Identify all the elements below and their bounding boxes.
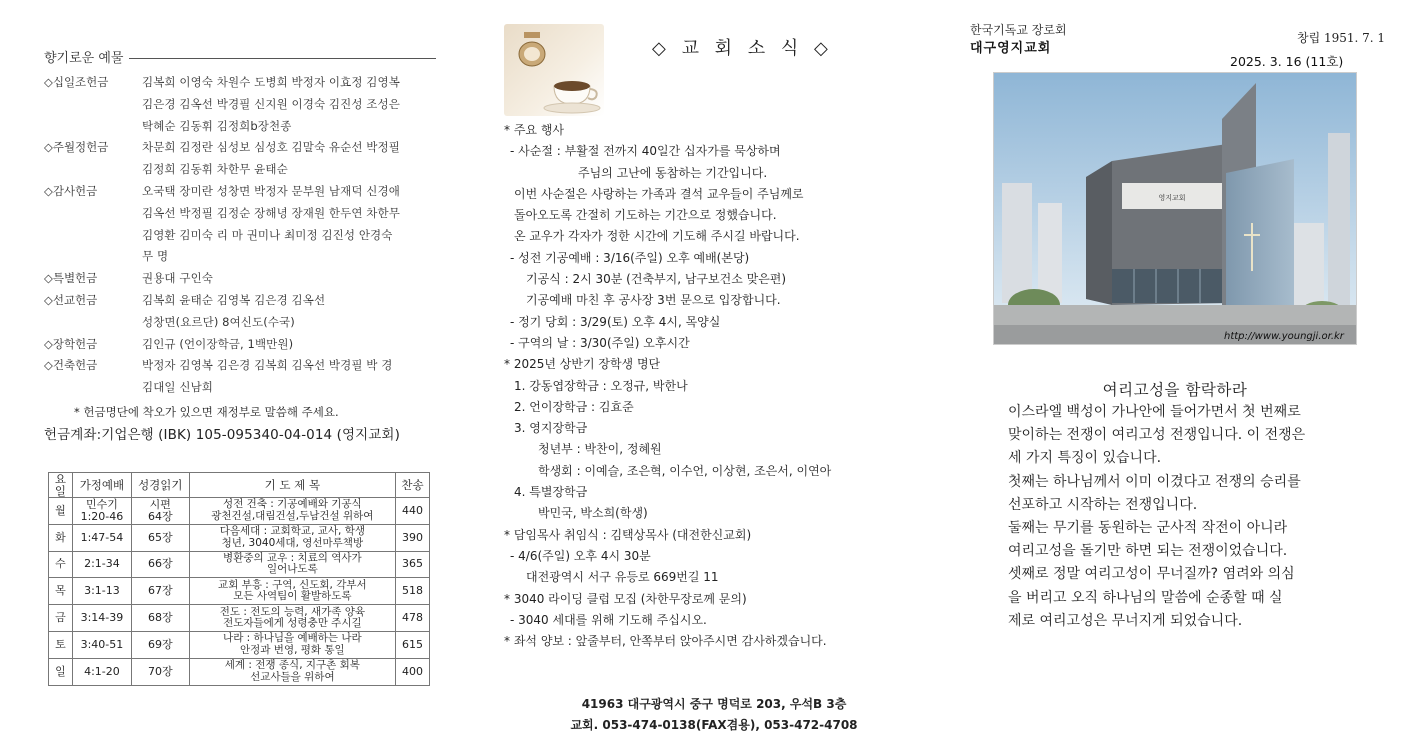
offering-row <box>44 72 436 94</box>
table-header-row <box>49 473 430 498</box>
church-news-body <box>504 120 924 652</box>
prayer-topic-cell <box>189 631 395 658</box>
article-line: 제로 여리고성은 무너지게 되었습니다. <box>1008 612 1243 629</box>
table-body <box>49 498 430 686</box>
bible-reading-cell-line: 시편 <box>149 497 171 511</box>
offering-category: ◇선교헌금 <box>44 292 98 307</box>
offering-names: 무 명 <box>142 249 169 264</box>
address-line-1: 41963 대구광역시 중구 명덕로 203, 우석B 3층 <box>581 697 847 711</box>
bible-reading-cell <box>131 551 189 578</box>
building-sign: 영지교회 <box>1158 194 1186 202</box>
hymn-cell: 518 <box>396 578 430 605</box>
news-line: 4. 특별장학금 <box>514 485 588 500</box>
article-line: 맞이하는 전쟁이 여리고성 전쟁입니다. 이 전쟁은 <box>1008 427 1306 444</box>
news-line: * 주요 행사 <box>504 123 564 137</box>
offering-names: 김은경 김옥선 박경필 신지원 이경숙 김진성 조성은 <box>142 96 400 111</box>
article-line: 첫째는 하나님께서 이미 이겼다고 전쟁의 승리를 <box>1008 473 1301 490</box>
offering-row <box>44 377 436 399</box>
offering-category: ◇십일조헌금 <box>44 75 109 89</box>
prayer-topic-cell-line: 모든 사역팀이 활발하도록 <box>233 590 352 603</box>
prayer-topic-cell-line: 세계 : 전쟁 종식, 지구촌 회복 <box>224 659 360 672</box>
offering-row <box>44 334 436 356</box>
day-cell: 토 <box>49 631 73 658</box>
offering-names: 김옥선 박정필 김정순 장해녕 장재원 한두연 차한무 <box>142 205 400 220</box>
offering-names: 김인규 (언이장학금, 1백만원) <box>142 336 294 351</box>
prayer-topic-cell-line: 나라 : 하나님을 예배하는 나라 <box>223 632 362 645</box>
offering-row <box>44 246 436 268</box>
prayer-topic-cell-line: 성전 건축 : 기공예배와 기공식 <box>223 498 362 511</box>
offering-names: 탁혜순 김동휘 김정희b장천종 <box>142 118 292 133</box>
bible-reading-cell-line: 70장 <box>147 664 173 678</box>
offering-account: 헌금계좌:기업은행 (IBK) 105-095340-04-014 (영지교회) <box>44 426 400 443</box>
family-worship-cell-line: 1:20-46 <box>80 509 124 523</box>
family-worship-cell <box>72 498 131 525</box>
coffee-cup-image <box>504 24 604 116</box>
news-line: - 사순절 : 부활절 전까지 40일간 십자가를 묵상하며 <box>510 144 781 159</box>
news-line: 온 교우가 각자가 정한 시간에 기도해 주시길 바랍니다. <box>514 229 800 244</box>
prayer-topic-cell-line: 교회 부흥 : 구역, 신도회, 각부서 <box>218 578 367 591</box>
prayer-topic-cell-line: 전도자들에게 성령충만 주시길 <box>223 617 362 630</box>
table-header-cell: 가정예배 <box>72 473 131 498</box>
prayer-topic-cell-line: 일어나도록 <box>267 563 318 576</box>
offering-names: 김대일 신남희 <box>142 380 214 395</box>
offering-row <box>44 94 436 116</box>
offering-row <box>44 290 436 312</box>
bible-reading-cell <box>131 658 189 685</box>
news-line: - 정기 당회 : 3/29(토) 오후 4시, 목양실 <box>510 314 721 329</box>
news-line: 학생회 : 이예슬, 조은혁, 이수언, 이상현, 조은서, 이연아 <box>538 463 832 478</box>
news-line: * 2025년 상반기 장학생 명단 <box>504 357 661 372</box>
offerings-header <box>44 40 436 66</box>
hymn-cell: 440 <box>396 498 430 525</box>
hymn-cell: 400 <box>396 658 430 685</box>
table-row <box>49 524 430 551</box>
table-row <box>49 551 430 578</box>
news-line: 이번 사순절은 사랑하는 가족과 결석 교우들이 주님께로 <box>514 186 804 201</box>
news-line: * 3040 라이딩 클럽 모집 (차한무장로께 문의) <box>504 591 747 606</box>
family-worship-cell-line: 3:1-13 <box>84 584 120 598</box>
news-line: 1. 강동엽장학금 : 오정규, 박한나 <box>514 378 688 393</box>
issue-date: 2025. 3. 16 (11호) <box>1230 54 1344 69</box>
family-worship-cell <box>72 524 131 551</box>
article-line: 이스라엘 백성이 가나안에 들어가면서 첫 번째로 <box>1008 404 1301 420</box>
offering-names: 박정자 김영복 김은경 김복희 김옥선 박경필 박 경 <box>142 358 393 373</box>
bible-reading-cell-line: 66장 <box>147 557 173 571</box>
family-worship-cell-line: 4:1-20 <box>84 664 120 678</box>
family-worship-cell-line: 1:47-54 <box>80 530 124 544</box>
hymn-cell: 365 <box>396 551 430 578</box>
news-line: 돌아오도록 간절히 기도하는 기간으로 정했습니다. <box>514 208 777 223</box>
news-line: 기공예배 마친 후 공사장 3번 문으로 입장합니다. <box>526 293 781 308</box>
bible-reading-cell-line: 65장 <box>147 530 173 544</box>
prayer-topic-cell <box>189 498 395 525</box>
news-line: * 담임목사 취임식 : 김택상목사 (대전한신교회) <box>504 527 752 542</box>
offering-row <box>44 137 436 159</box>
table-row <box>49 631 430 658</box>
table-row <box>49 578 430 605</box>
prayer-topic-cell-line: 안정과 번영, 평화 통일 <box>240 643 345 656</box>
offering-row <box>44 203 436 225</box>
church-name: 대구영지교회 <box>970 41 1052 56</box>
hymn-cell: 478 <box>396 605 430 632</box>
offering-category: ◇특별헌금 <box>44 271 98 286</box>
prayer-topic-cell <box>189 551 395 578</box>
offering-names: 권용대 구인숙 <box>142 271 214 286</box>
offering-category: ◇감사헌금 <box>44 183 98 198</box>
news-line: 기공식 : 2시 30분 (건축부지, 남구보건소 맞은편) <box>526 272 787 287</box>
offering-category: ◇장학헌금 <box>44 336 98 351</box>
family-worship-cell-line: 3:14-39 <box>80 611 124 625</box>
article-line: 셋째로 정말 여리고성이 무너질까? 염려와 의심 <box>1008 566 1295 583</box>
table-row <box>49 498 430 525</box>
family-worship-cell <box>72 578 131 605</box>
offering-names: 차문희 김정란 심성보 심성호 김말숙 유순선 박정필 <box>142 140 400 155</box>
article-line: 선포하고 시작하는 전쟁입니다. <box>1008 496 1198 513</box>
church-website-link[interactable]: http://www.youngji.or.kr <box>1224 331 1344 342</box>
family-worship-cell <box>72 605 131 632</box>
offering-row <box>44 181 436 203</box>
prayer-topic-cell-line: 청년, 3040세대, 영선마루책방 <box>221 536 364 549</box>
weekly-plan-table <box>48 472 430 686</box>
family-worship-cell <box>72 631 131 658</box>
family-worship-cell-line: 민수기 <box>85 497 118 511</box>
offering-row <box>44 159 436 181</box>
family-worship-cell <box>72 551 131 578</box>
offerings-heading: 향기로운 예물 <box>44 51 124 66</box>
offering-category <box>44 94 142 116</box>
prayer-topic-cell-line: 선교사들을 위하여 <box>250 670 335 683</box>
bible-reading-cell <box>131 631 189 658</box>
prayer-topic-cell <box>189 658 395 685</box>
news-line: 청년부 : 박찬이, 정혜원 <box>538 442 662 457</box>
denomination: 한국기독교 장로회 <box>970 23 1067 37</box>
article-line: 여리고성을 돌기만 하면 되는 전쟁이었습니다. <box>1008 543 1288 560</box>
article-line: 을 버리고 오직 하나님의 말씀에 순종할 때 실 <box>1008 589 1283 606</box>
day-cell: 월 <box>49 498 73 525</box>
offering-row <box>44 116 436 138</box>
prayer-topic-cell-line: 광천건설,대림건설,두남건설 위하여 <box>211 509 374 522</box>
offering-names: 김영환 김미숙 리 마 권미나 최미정 김진성 안경숙 <box>142 227 393 242</box>
address-line-2: 교회. 053-474-0138(FAX겸용), 053-472-4708 <box>570 718 858 732</box>
offering-category <box>44 246 142 268</box>
offering-names: 성창면(요르단) 8여신도(수국) <box>142 314 295 329</box>
church-address <box>504 694 924 736</box>
article-line: 세 가지 특징이 있습니다. <box>1008 450 1162 467</box>
prayer-topic-cell-line: 다음세대 : 교회학교, 교사, 학생 <box>219 525 365 538</box>
article-title: 여리고성을 함락하라 <box>1102 381 1248 399</box>
offering-row <box>44 355 436 377</box>
day-cell: 화 <box>49 524 73 551</box>
prayer-topic-cell <box>189 524 395 551</box>
bible-reading-cell-line: 69장 <box>147 637 173 651</box>
offering-names: 오국택 장미란 성창면 박정자 문부원 남재덕 신경애 <box>142 183 400 198</box>
offering-category <box>44 203 142 225</box>
church-building-image <box>993 72 1357 345</box>
prayer-topic-cell <box>189 578 395 605</box>
offering-category <box>44 116 142 138</box>
prayer-topic-cell-line: 전도 : 전도의 능력, 새가족 양육 <box>219 605 365 618</box>
news-line: 대전광역시 서구 유등로 669번길 11 <box>526 570 719 585</box>
table-header-cell: 요일 <box>49 473 73 498</box>
bible-reading-cell-line: 64장 <box>147 509 173 523</box>
news-line: 3. 영지장학금 <box>514 421 588 436</box>
table-row <box>49 658 430 685</box>
news-line: - 4/6(주일) 오후 4시 30분 <box>510 548 651 563</box>
news-line: 주님의 고난에 동참하는 기간입니다. <box>578 165 768 180</box>
table-header-cell: 기 도 제 목 <box>189 473 395 498</box>
heading-rule <box>129 58 436 59</box>
family-worship-cell <box>72 658 131 685</box>
offerings-list <box>44 72 436 399</box>
table-header-cell: 찬송 <box>396 473 430 498</box>
offering-category: ◇주월정헌금 <box>44 140 109 155</box>
church-news-title: ◇ 교 회 소 식 ◇ <box>652 38 833 59</box>
bible-reading-cell <box>131 498 189 525</box>
bible-reading-cell-line: 67장 <box>147 584 173 598</box>
bible-reading-cell <box>131 605 189 632</box>
offering-names: 김복희 이영숙 차원수 도병희 박정자 이효정 김영복 <box>142 75 400 89</box>
news-line: - 성전 기공예배 : 3/16(주일) 오후 예배(본당) <box>510 250 750 265</box>
offering-category <box>44 159 142 181</box>
table-header-cell: 성경읽기 <box>131 473 189 498</box>
prayer-topic-cell-line: 병환중의 교우 : 치료의 역사가 <box>223 551 362 564</box>
offerings-section <box>44 40 436 443</box>
prayer-topic-cell <box>189 605 395 632</box>
founded-date: 창립 1951. 7. 1 <box>1297 31 1386 45</box>
news-line: - 구역의 날 : 3/30(주일) 오후시간 <box>510 335 690 350</box>
day-cell: 목 <box>49 578 73 605</box>
bible-reading-cell-line: 68장 <box>147 611 173 625</box>
offerings-note: * 헌금명단에 착오가 있으면 재정부로 말씀해 주세요. <box>74 404 339 419</box>
day-cell: 수 <box>49 551 73 578</box>
offering-category <box>44 312 142 334</box>
hymn-cell: 615 <box>396 631 430 658</box>
news-line: * 좌석 양보 : 앞줄부터, 안쪽부터 앉아주시면 감사하겠습니다. <box>504 634 827 649</box>
hymn-cell: 390 <box>396 524 430 551</box>
article-body <box>1008 401 1348 633</box>
offering-row <box>44 312 436 334</box>
family-worship-cell-line: 2:1-34 <box>84 557 120 571</box>
bible-reading-cell <box>131 524 189 551</box>
offering-category: ◇건축헌금 <box>44 358 98 373</box>
offering-category <box>44 225 142 247</box>
article-line: 둘째는 무기를 동원하는 군사적 작전이 아니라 <box>1008 520 1288 537</box>
offering-names: 김정희 김동휘 차한무 윤태순 <box>142 162 288 177</box>
offering-row <box>44 225 436 247</box>
news-line: - 3040 세대를 위해 기도해 주십시오. <box>510 612 707 627</box>
news-line: 박민국, 박소희(학생) <box>538 506 648 521</box>
offering-names: 김복희 윤태순 김영복 김은경 김옥선 <box>142 292 326 307</box>
offering-row <box>44 268 436 290</box>
bible-reading-cell <box>131 578 189 605</box>
news-line: 2. 언이장학금 : 김효준 <box>514 399 634 414</box>
family-worship-cell-line: 3:40-51 <box>80 637 124 651</box>
day-cell: 일 <box>49 658 73 685</box>
day-cell: 금 <box>49 605 73 632</box>
offering-category <box>44 377 142 399</box>
table-row <box>49 605 430 632</box>
